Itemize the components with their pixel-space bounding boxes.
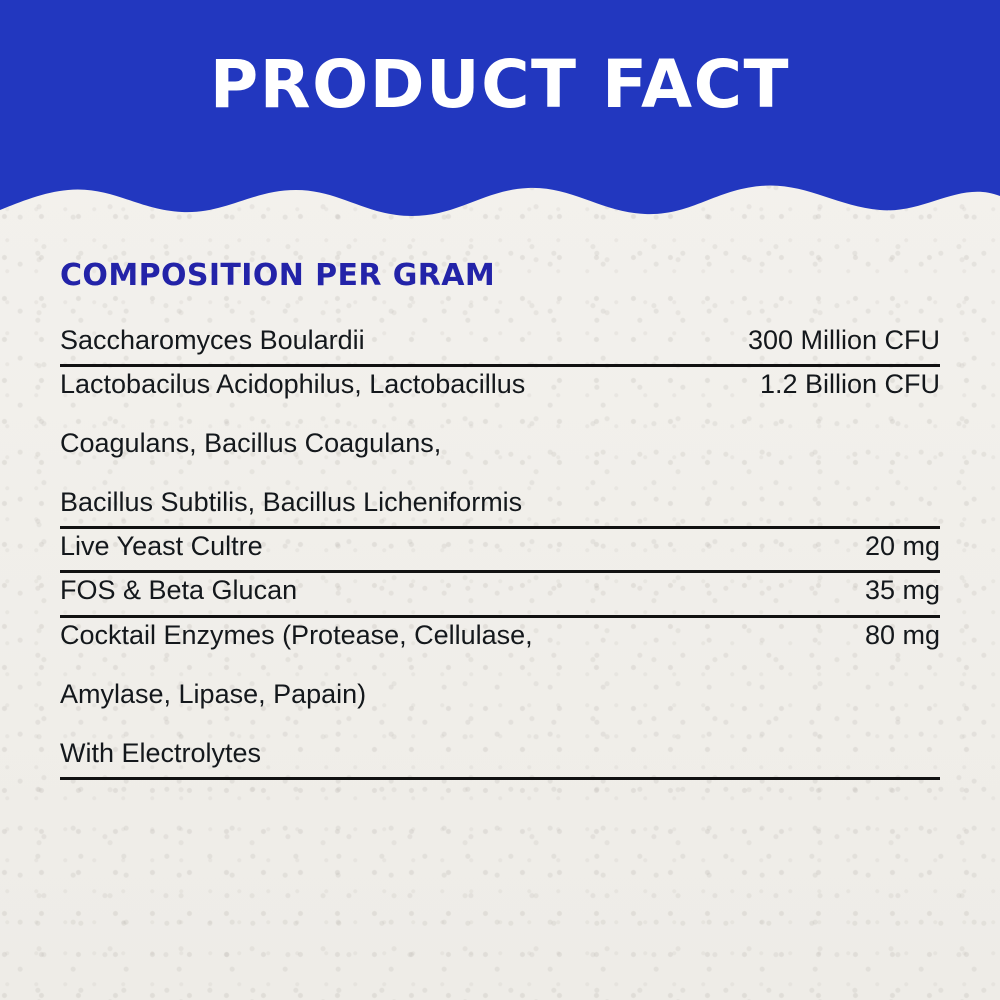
section-title: COMPOSITION PER GRAM — [60, 258, 496, 293]
ingredient-value: 80 mg — [864, 619, 940, 650]
ingredient-name-continued: Coagulans, Bacillus Coagulans, — [60, 428, 442, 459]
table-row — [60, 573, 940, 617]
table-row — [60, 529, 940, 573]
ingredient-name: Lactobacilus Acidophilus, Lactobacillus — [60, 369, 526, 400]
ingredient-name-continued: Bacillus Subtilis, Bacillus Licheniformis — [60, 487, 523, 518]
ingredient-name: Cocktail Enzymes (Protease, Cellulase, — [60, 619, 533, 650]
ingredient-value: 35 mg — [864, 575, 940, 606]
composition-section — [60, 258, 940, 780]
ingredient-name: Saccharomyces Boulardii — [60, 325, 365, 355]
ingredient-value: 1.2 Billion CFU — [759, 369, 940, 400]
ingredient-name-continued: Amylase, Lipase, Papain) — [60, 678, 367, 709]
ingredient-note: With Electrolytes — [60, 737, 262, 768]
table-row — [60, 315, 940, 367]
ingredient-value: 20 mg — [864, 531, 940, 562]
header-band — [0, 0, 1000, 232]
ingredient-name: FOS & Beta Glucan — [60, 575, 298, 606]
page-title: PRODUCT FACT — [209, 46, 791, 123]
ingredient-name: Live Yeast Cultre — [60, 531, 263, 562]
composition-table — [60, 315, 940, 780]
table-row — [60, 367, 940, 529]
ingredient-value: 300 Million CFU — [747, 325, 940, 355]
table-row — [60, 618, 940, 780]
